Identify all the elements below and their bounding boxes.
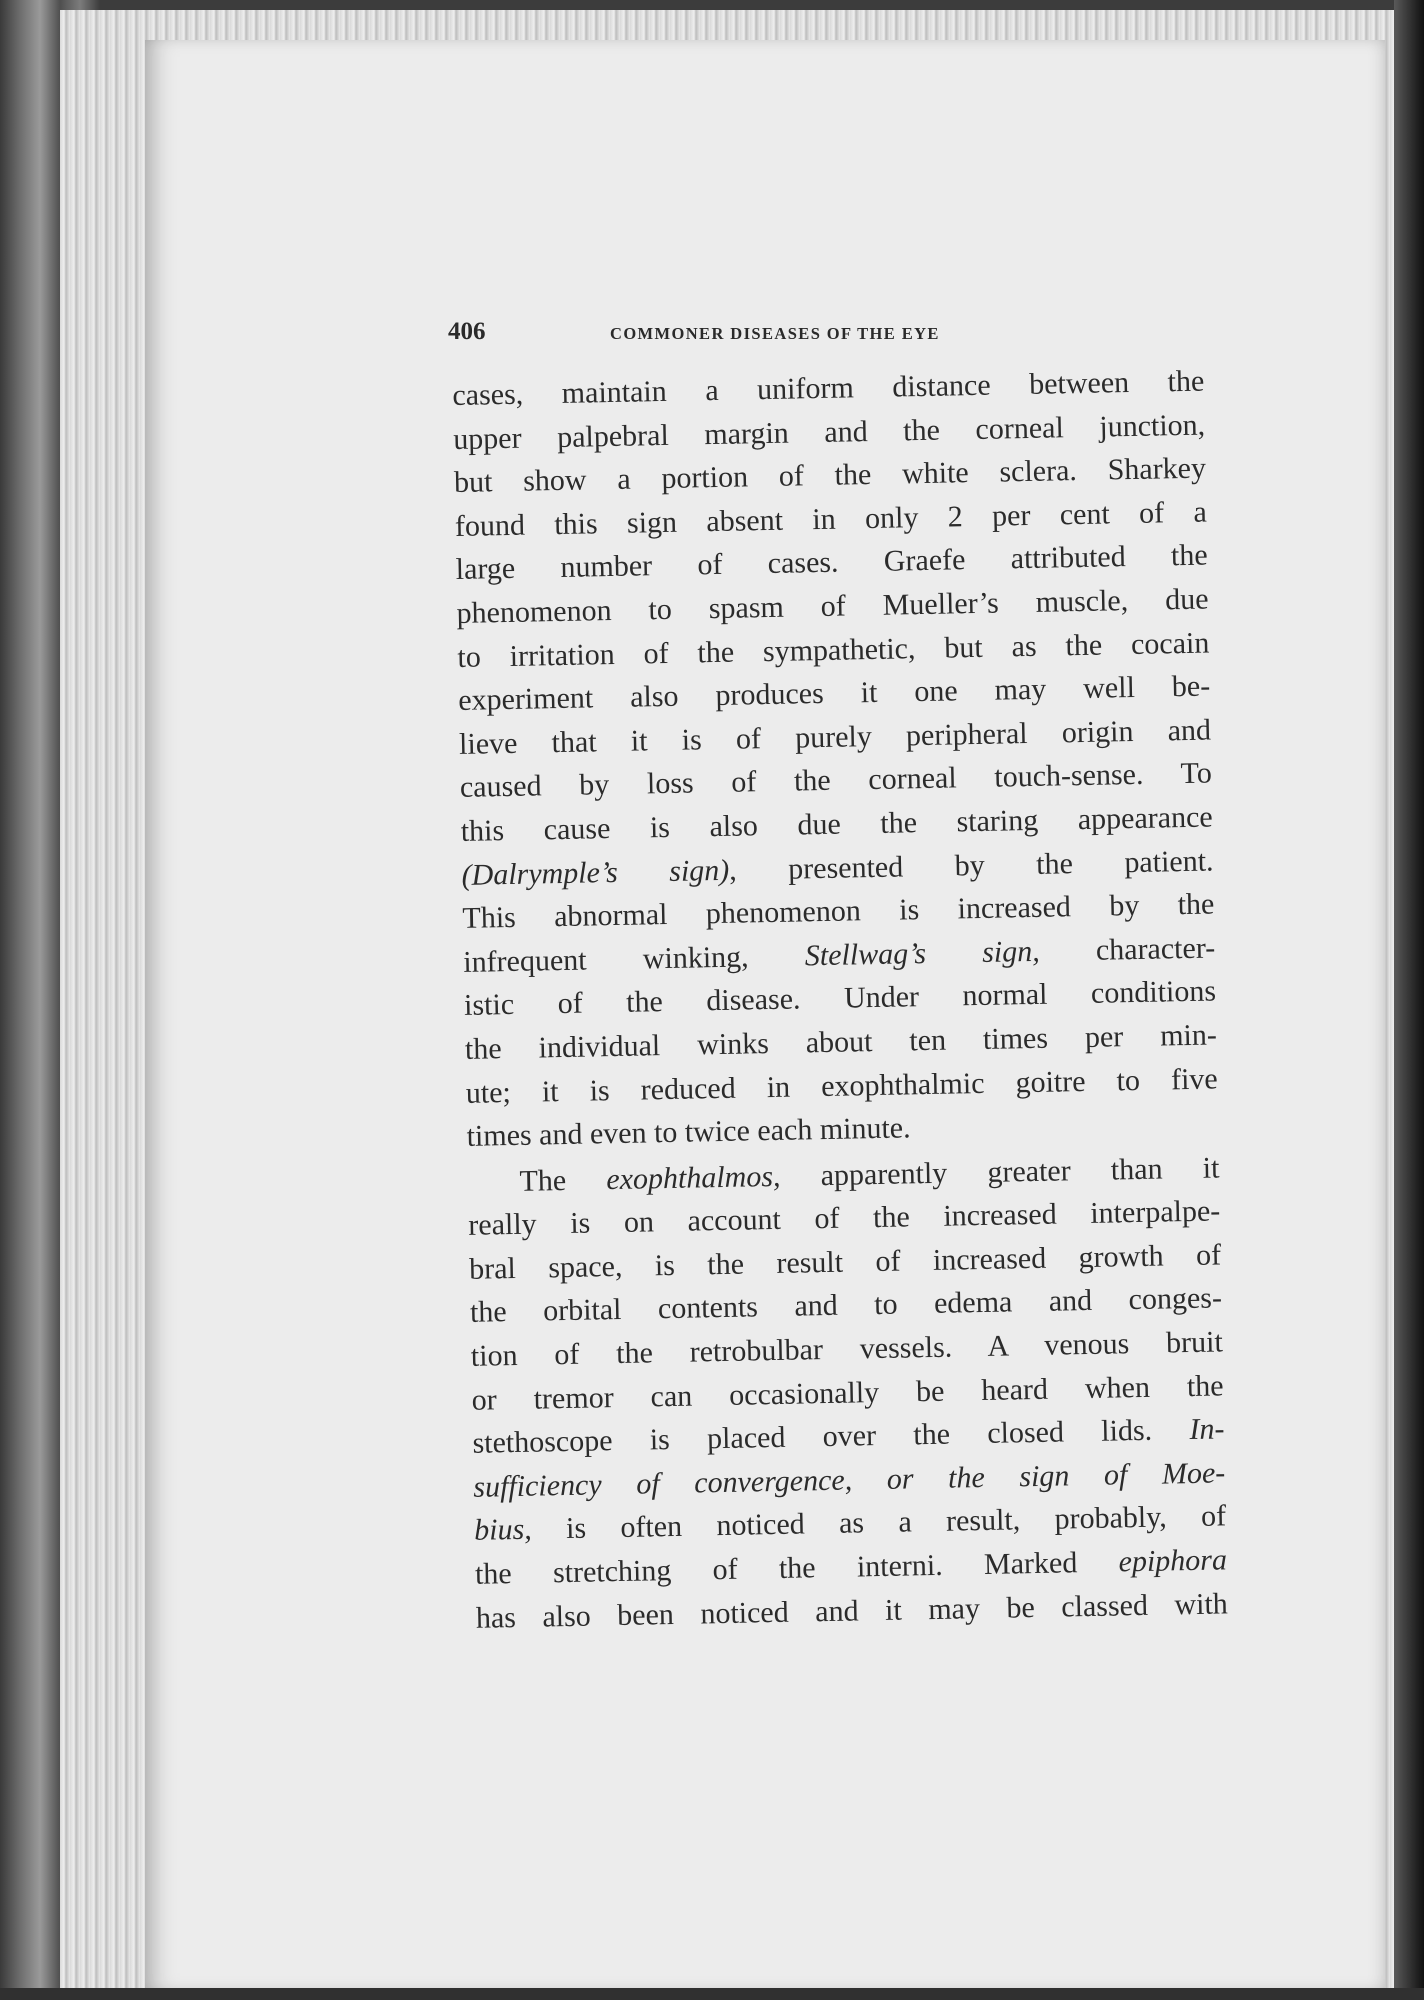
text-fragment: is often noticed as a result, probably, of — [531, 1499, 1227, 1547]
text-line: lieve that it is of purely peripheral origin and — [458, 713, 1212, 761]
text-fragment: stethoscope is placed over the closed lids. — [472, 1413, 1190, 1461]
text-line: experiment also produces it one may well be- — [457, 669, 1211, 718]
text-line: cases, maintain a uniform distance between the — [452, 364, 1205, 412]
body-text — [452, 360, 1228, 1640]
text-line: really is on account of the increased interpalpe- — [468, 1194, 1221, 1243]
exophthalmos-term: exophthalmos, — [606, 1159, 781, 1196]
text-fragment: the stretching of the interni. Marked — [474, 1545, 1119, 1591]
text-line: has also been noticed and it may be classed with — [475, 1586, 1229, 1635]
text-line: caused by loss of the corneal touch-sense. To — [459, 756, 1213, 805]
text-line: but show a portion of the white sclera. Sharkey — [453, 451, 1207, 500]
moebius-term-end: bius, — [473, 1513, 533, 1548]
text-line: upper palpebral margin and the corneal junction, — [452, 408, 1206, 456]
text-line: bral space, is the result of increased growth of — [468, 1238, 1222, 1286]
text-line: istic of the disease. Under normal conditions — [463, 974, 1217, 1023]
paragraph-2 — [467, 1146, 1228, 1640]
text-line: the individual winks about ten times per min- — [464, 1018, 1218, 1066]
running-title: COMMONER DISEASES OF THE EYE — [610, 324, 940, 343]
bottom-shadow — [0, 1988, 1424, 2000]
paragraph-1 — [452, 360, 1219, 1159]
dalrymples-sign-term: (Dalrymple’s sign) — [461, 853, 730, 892]
text-fragment: The — [519, 1162, 607, 1198]
text-line: This abnormal phenomenon is increased by the — [462, 887, 1215, 936]
text-fragment: character- — [1039, 931, 1216, 968]
text-line: large number of cases. Graefe attributed the — [455, 538, 1208, 587]
text-line: phenomenon to spasm of Mueller’s muscle, due — [456, 582, 1209, 630]
stellwags-sign-term: Stellwag’s sign, — [804, 934, 1040, 973]
text-fragment: infrequent winking, — [462, 939, 806, 979]
text-line: this cause is also due the staring appearance — [460, 800, 1213, 848]
text-line: tion of the retrobulbar vessels. A venous bruit — [470, 1325, 1224, 1373]
epiphora-term: epiphora — [1118, 1543, 1228, 1579]
text-fragment: apparently greater than it — [780, 1151, 1220, 1193]
text-line: found this sign absent in only 2 per cent of a — [454, 495, 1208, 543]
text-line: the orbital contents and to edema and conges- — [469, 1281, 1223, 1330]
text-line: times and even to twice each minute. — [466, 1111, 911, 1153]
text-line: ute; it is reduced in exophthalmic goitre to five — [465, 1061, 1218, 1110]
text-fragment: , presented by the patient. — [728, 844, 1214, 887]
text-line: or tremor can occasionally be heard when the — [471, 1369, 1224, 1417]
binding-shadow — [1394, 0, 1424, 2000]
insufficiency-term-start: In- — [1189, 1412, 1225, 1447]
text-line: sufficiency of convergence, or the sign of Moe- — [473, 1456, 1226, 1504]
page-header — [448, 318, 1208, 358]
text-line: to irritation of the sympathetic, but as the cocain — [457, 626, 1210, 674]
page-number: 406 — [448, 318, 486, 345]
